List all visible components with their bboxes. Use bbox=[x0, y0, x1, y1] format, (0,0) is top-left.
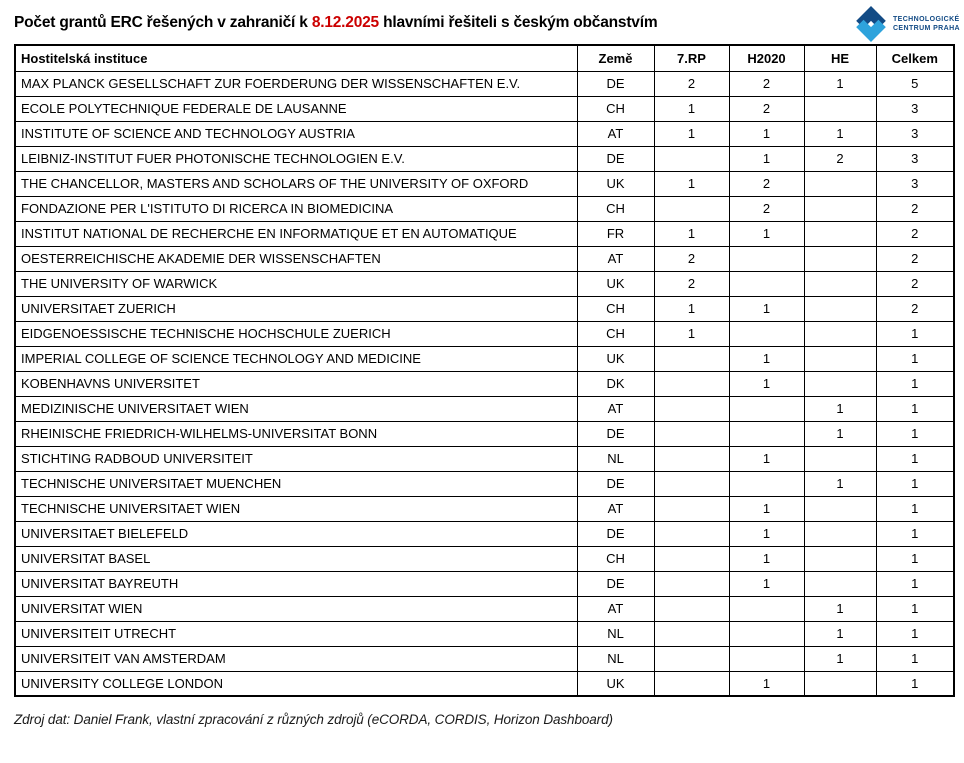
fp7-cell bbox=[654, 421, 729, 446]
he-cell bbox=[804, 196, 876, 221]
total-cell: 1 bbox=[876, 646, 954, 671]
he-cell bbox=[804, 571, 876, 596]
country-cell: CH bbox=[577, 296, 654, 321]
page-title bbox=[14, 14, 657, 32]
total-cell: 3 bbox=[876, 121, 954, 146]
total-cell: 1 bbox=[876, 521, 954, 546]
total-cell: 1 bbox=[876, 546, 954, 571]
column-header-institution: Hostitelská instituce bbox=[15, 45, 577, 71]
logo-line1: TECHNOLOGICKÉ bbox=[892, 16, 960, 23]
column-header-h2020: H2020 bbox=[729, 45, 804, 71]
h2020-cell: 1 bbox=[729, 546, 804, 571]
h2020-cell bbox=[729, 321, 804, 346]
country-cell: CH bbox=[577, 196, 654, 221]
country-cell: DE bbox=[577, 571, 654, 596]
h2020-cell: 1 bbox=[729, 221, 804, 246]
h2020-cell: 2 bbox=[729, 171, 804, 196]
institution-cell: UNIVERSITY COLLEGE LONDON bbox=[15, 671, 577, 696]
institution-cell: INSTITUT NATIONAL DE RECHERCHE EN INFORMATIQUE ET EN AUTOMATIQUE bbox=[15, 221, 577, 246]
institution-cell: THE CHANCELLOR, MASTERS AND SCHOLARS OF THE UNIVERSITY OF OXFORD bbox=[15, 171, 577, 196]
total-cell: 1 bbox=[876, 496, 954, 521]
institution-cell: RHEINISCHE FRIEDRICH-WILHELMS-UNIVERSITAT BONN bbox=[15, 421, 577, 446]
fp7-cell bbox=[654, 571, 729, 596]
table-row bbox=[15, 371, 954, 396]
institution-cell: TECHNISCHE UNIVERSITAET MUENCHEN bbox=[15, 471, 577, 496]
table-row bbox=[15, 571, 954, 596]
institution-cell: MAX PLANCK GESELLSCHAFT ZUR FOERDERUNG DER WISSENSCHAFTEN E.V. bbox=[15, 71, 577, 96]
total-cell: 1 bbox=[876, 446, 954, 471]
institution-cell: IMPERIAL COLLEGE OF SCIENCE TECHNOLOGY AND MEDICINE bbox=[15, 346, 577, 371]
h2020-cell bbox=[729, 421, 804, 446]
grants-table bbox=[14, 44, 955, 697]
total-cell: 2 bbox=[876, 296, 954, 321]
country-cell: FR bbox=[577, 221, 654, 246]
fp7-cell: 1 bbox=[654, 96, 729, 121]
table-body bbox=[15, 71, 954, 696]
he-cell bbox=[804, 221, 876, 246]
institution-cell: STICHTING RADBOUD UNIVERSITEIT bbox=[15, 446, 577, 471]
total-cell: 2 bbox=[876, 246, 954, 271]
fp7-cell bbox=[654, 196, 729, 221]
country-cell: AT bbox=[577, 496, 654, 521]
h2020-cell bbox=[729, 471, 804, 496]
fp7-cell bbox=[654, 446, 729, 471]
table-row bbox=[15, 471, 954, 496]
logo-line2: CENTRUM PRAHA bbox=[892, 25, 960, 32]
institution-cell: TECHNISCHE UNIVERSITAET WIEN bbox=[15, 496, 577, 521]
table-row bbox=[15, 121, 954, 146]
fp7-cell bbox=[654, 646, 729, 671]
table-row bbox=[15, 71, 954, 96]
country-cell: DE bbox=[577, 471, 654, 496]
table-row bbox=[15, 596, 954, 621]
column-header-total: Celkem bbox=[876, 45, 954, 71]
fp7-cell bbox=[654, 496, 729, 521]
institution-cell: MEDIZINISCHE UNIVERSITAET WIEN bbox=[15, 396, 577, 421]
tc-praha-logo bbox=[853, 6, 960, 42]
country-cell: CH bbox=[577, 546, 654, 571]
table-row bbox=[15, 171, 954, 196]
table-row bbox=[15, 96, 954, 121]
header-row bbox=[15, 45, 954, 71]
fp7-cell: 2 bbox=[654, 271, 729, 296]
h2020-cell bbox=[729, 246, 804, 271]
title-prefix: Počet grantů ERC řešených v zahraničí k bbox=[14, 14, 308, 31]
table-row bbox=[15, 521, 954, 546]
he-cell: 1 bbox=[804, 396, 876, 421]
country-cell: DE bbox=[577, 521, 654, 546]
total-cell: 1 bbox=[876, 421, 954, 446]
total-cell: 3 bbox=[876, 96, 954, 121]
country-cell: CH bbox=[577, 321, 654, 346]
table-row bbox=[15, 246, 954, 271]
h2020-cell: 1 bbox=[729, 446, 804, 471]
country-cell: AT bbox=[577, 396, 654, 421]
h2020-cell bbox=[729, 271, 804, 296]
h2020-cell: 1 bbox=[729, 496, 804, 521]
column-header-country: Země bbox=[577, 45, 654, 71]
h2020-cell: 1 bbox=[729, 296, 804, 321]
table-row bbox=[15, 396, 954, 421]
fp7-cell: 1 bbox=[654, 171, 729, 196]
fp7-cell: 2 bbox=[654, 71, 729, 96]
institution-cell: UNIVERSITAT WIEN bbox=[15, 596, 577, 621]
table-row bbox=[15, 196, 954, 221]
total-cell: 5 bbox=[876, 71, 954, 96]
institution-cell: FONDAZIONE PER L'ISTITUTO DI RICERCA IN BIOMEDICINA bbox=[15, 196, 577, 221]
total-cell: 3 bbox=[876, 171, 954, 196]
country-cell: UK bbox=[577, 671, 654, 696]
he-cell bbox=[804, 246, 876, 271]
he-cell bbox=[804, 446, 876, 471]
fp7-cell: 1 bbox=[654, 121, 729, 146]
institution-cell: EIDGENOESSISCHE TECHNISCHE HOCHSCHULE ZUERICH bbox=[15, 321, 577, 346]
table-row bbox=[15, 221, 954, 246]
country-cell: DE bbox=[577, 71, 654, 96]
country-cell: AT bbox=[577, 246, 654, 271]
column-header-he: HE bbox=[804, 45, 876, 71]
fp7-cell bbox=[654, 596, 729, 621]
table-row bbox=[15, 346, 954, 371]
table-row bbox=[15, 271, 954, 296]
fp7-cell: 1 bbox=[654, 296, 729, 321]
institution-cell: INSTITUTE OF SCIENCE AND TECHNOLOGY AUSTRIA bbox=[15, 121, 577, 146]
total-cell: 2 bbox=[876, 221, 954, 246]
institution-cell: UNIVERSITAET BIELEFELD bbox=[15, 521, 577, 546]
h2020-cell: 1 bbox=[729, 346, 804, 371]
tc-praha-logo-icon bbox=[853, 6, 889, 42]
table-row bbox=[15, 646, 954, 671]
fp7-cell bbox=[654, 671, 729, 696]
he-cell bbox=[804, 671, 876, 696]
fp7-cell bbox=[654, 346, 729, 371]
logo-text bbox=[893, 15, 960, 33]
h2020-cell: 1 bbox=[729, 521, 804, 546]
fp7-cell bbox=[654, 396, 729, 421]
title-date: 8.12.2025 bbox=[311, 14, 379, 31]
h2020-cell bbox=[729, 646, 804, 671]
h2020-cell: 2 bbox=[729, 71, 804, 96]
table-row bbox=[15, 496, 954, 521]
fp7-cell bbox=[654, 521, 729, 546]
total-cell: 1 bbox=[876, 596, 954, 621]
institution-cell: UNIVERSITAET ZUERICH bbox=[15, 296, 577, 321]
table-row bbox=[15, 621, 954, 646]
h2020-cell: 2 bbox=[729, 196, 804, 221]
country-cell: UK bbox=[577, 346, 654, 371]
he-cell bbox=[804, 371, 876, 396]
fp7-cell bbox=[654, 371, 729, 396]
he-cell: 2 bbox=[804, 146, 876, 171]
total-cell: 3 bbox=[876, 146, 954, 171]
table-row bbox=[15, 671, 954, 696]
institution-cell: UNIVERSITEIT VAN AMSTERDAM bbox=[15, 646, 577, 671]
total-cell: 1 bbox=[876, 621, 954, 646]
h2020-cell: 1 bbox=[729, 121, 804, 146]
total-cell: 1 bbox=[876, 671, 954, 696]
country-cell: CH bbox=[577, 96, 654, 121]
he-cell: 1 bbox=[804, 596, 876, 621]
country-cell: DK bbox=[577, 371, 654, 396]
he-cell: 1 bbox=[804, 71, 876, 96]
country-cell: UK bbox=[577, 171, 654, 196]
total-cell: 2 bbox=[876, 196, 954, 221]
fp7-cell bbox=[654, 146, 729, 171]
institution-cell: THE UNIVERSITY OF WARWICK bbox=[15, 271, 577, 296]
country-cell: AT bbox=[577, 121, 654, 146]
h2020-cell: 1 bbox=[729, 371, 804, 396]
column-header-7rp: 7.RP bbox=[654, 45, 729, 71]
source-note: Zdroj dat: Daniel Frank, vlastní zpracování z různých zdrojů (eCORDA, CORDIS, Horizon Dashboard) bbox=[14, 712, 613, 727]
he-cell bbox=[804, 546, 876, 571]
country-cell: DE bbox=[577, 421, 654, 446]
he-cell bbox=[804, 271, 876, 296]
he-cell: 1 bbox=[804, 471, 876, 496]
table-row bbox=[15, 296, 954, 321]
total-cell: 1 bbox=[876, 346, 954, 371]
institution-cell: OESTERREICHISCHE AKADEMIE DER WISSENSCHAFTEN bbox=[15, 246, 577, 271]
he-cell: 1 bbox=[804, 646, 876, 671]
fp7-cell: 1 bbox=[654, 221, 729, 246]
title-suffix: hlavními řešiteli s českým občanstvím bbox=[383, 14, 658, 31]
he-cell bbox=[804, 521, 876, 546]
h2020-cell bbox=[729, 621, 804, 646]
fp7-cell bbox=[654, 621, 729, 646]
total-cell: 1 bbox=[876, 571, 954, 596]
total-cell: 1 bbox=[876, 321, 954, 346]
h2020-cell: 2 bbox=[729, 96, 804, 121]
he-cell bbox=[804, 96, 876, 121]
h2020-cell: 1 bbox=[729, 671, 804, 696]
institution-cell: LEIBNIZ-INSTITUT FUER PHOTONISCHE TECHNOLOGIEN E.V. bbox=[15, 146, 577, 171]
he-cell bbox=[804, 496, 876, 521]
country-cell: DE bbox=[577, 146, 654, 171]
he-cell: 1 bbox=[804, 621, 876, 646]
total-cell: 1 bbox=[876, 471, 954, 496]
fp7-cell: 1 bbox=[654, 321, 729, 346]
fp7-cell bbox=[654, 546, 729, 571]
country-cell: UK bbox=[577, 271, 654, 296]
institution-cell: UNIVERSITEIT UTRECHT bbox=[15, 621, 577, 646]
institution-cell: UNIVERSITAT BAYREUTH bbox=[15, 571, 577, 596]
h2020-cell: 1 bbox=[729, 146, 804, 171]
h2020-cell bbox=[729, 596, 804, 621]
table-row bbox=[15, 146, 954, 171]
institution-cell: UNIVERSITAT BASEL bbox=[15, 546, 577, 571]
table-header bbox=[15, 45, 954, 71]
he-cell bbox=[804, 321, 876, 346]
total-cell: 1 bbox=[876, 371, 954, 396]
he-cell bbox=[804, 171, 876, 196]
table-row bbox=[15, 321, 954, 346]
he-cell bbox=[804, 346, 876, 371]
fp7-cell bbox=[654, 471, 729, 496]
total-cell: 1 bbox=[876, 396, 954, 421]
country-cell: NL bbox=[577, 446, 654, 471]
country-cell: AT bbox=[577, 596, 654, 621]
he-cell: 1 bbox=[804, 121, 876, 146]
table-row bbox=[15, 546, 954, 571]
table-row bbox=[15, 421, 954, 446]
he-cell bbox=[804, 296, 876, 321]
h2020-cell bbox=[729, 396, 804, 421]
institution-cell: ECOLE POLYTECHNIQUE FEDERALE DE LAUSANNE bbox=[15, 96, 577, 121]
header bbox=[0, 0, 964, 44]
fp7-cell: 2 bbox=[654, 246, 729, 271]
h2020-cell: 1 bbox=[729, 571, 804, 596]
table-row bbox=[15, 446, 954, 471]
total-cell: 2 bbox=[876, 271, 954, 296]
country-cell: NL bbox=[577, 646, 654, 671]
institution-cell: KOBENHAVNS UNIVERSITET bbox=[15, 371, 577, 396]
he-cell: 1 bbox=[804, 421, 876, 446]
country-cell: NL bbox=[577, 621, 654, 646]
